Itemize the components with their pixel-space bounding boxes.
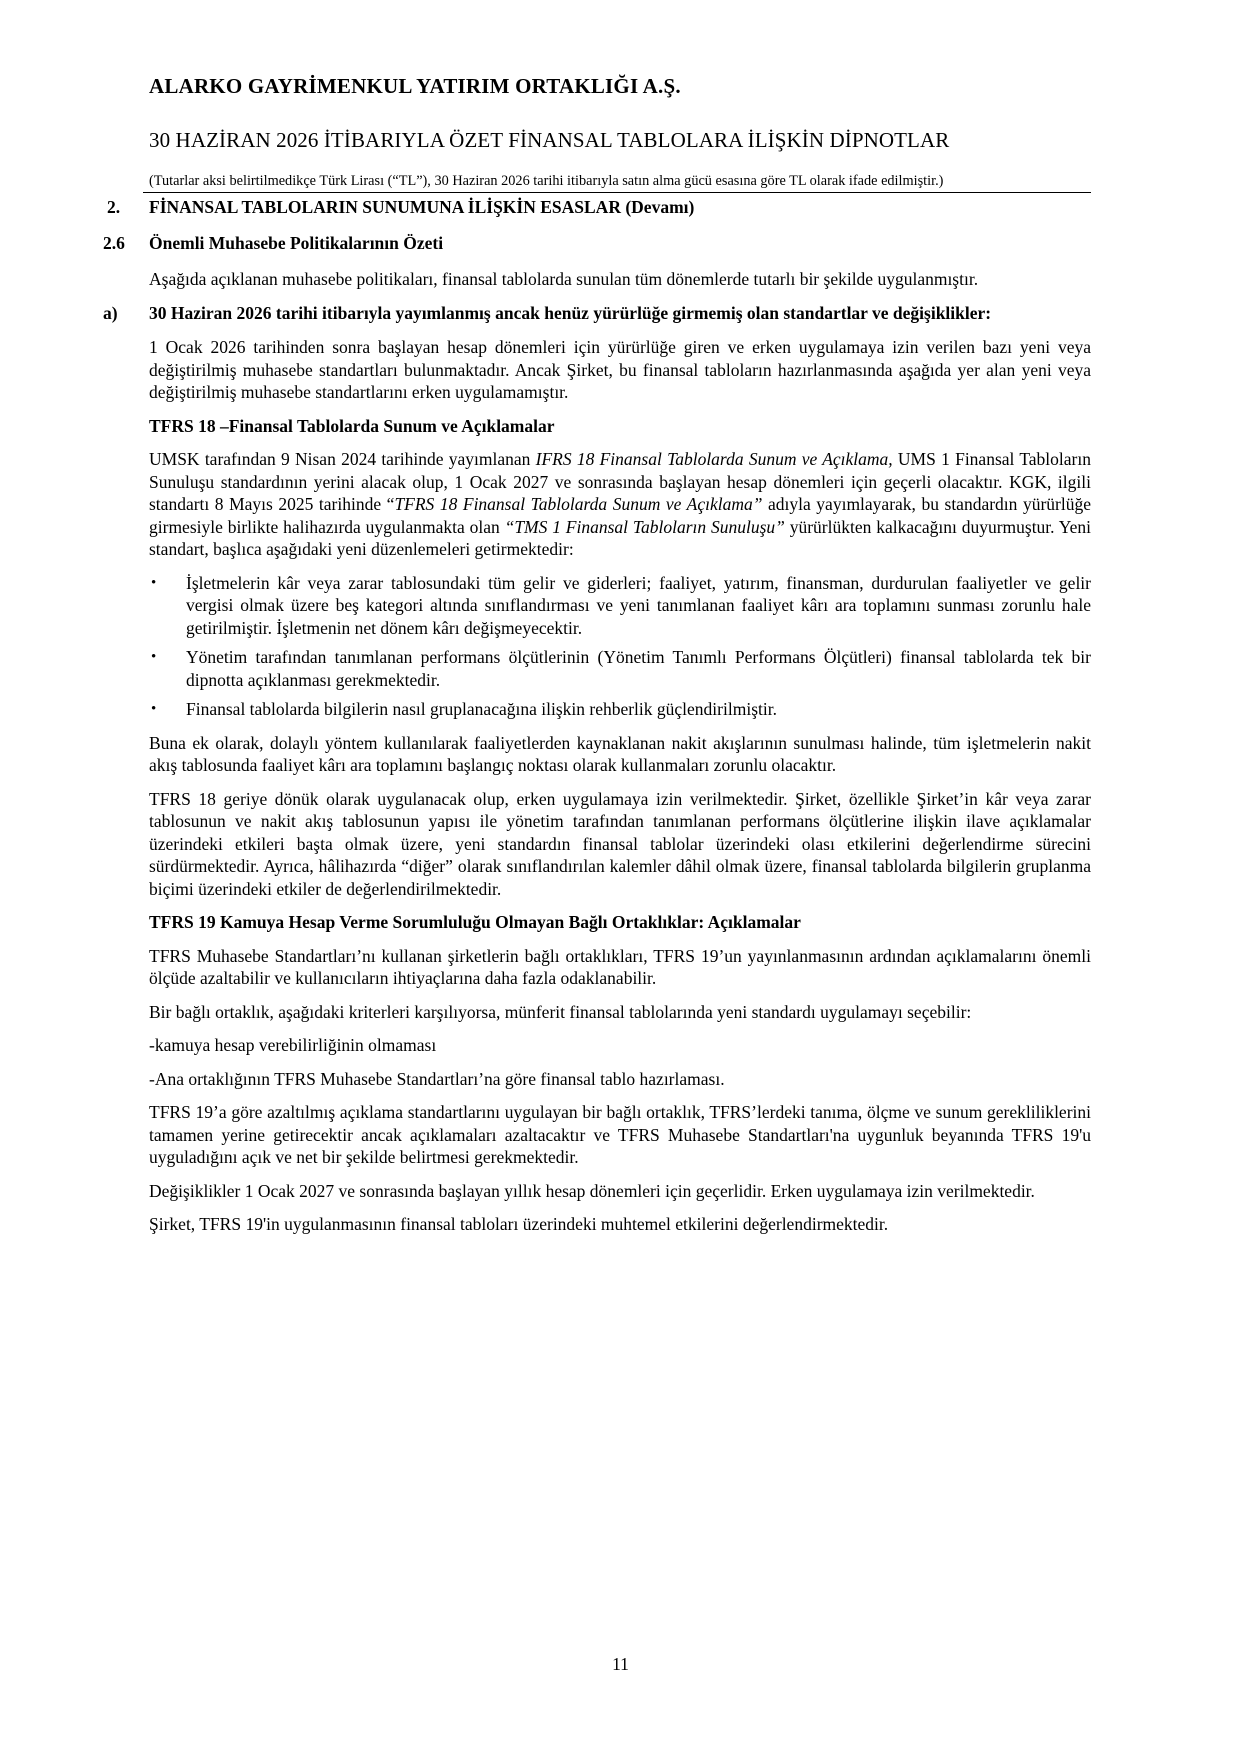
list-item-text: Finansal tablolarda bilgilerin nasıl gruplanacağına ilişkin rehberlik güçlendirilmiştir. bbox=[186, 699, 777, 719]
section-title: FİNANSAL TABLOLARIN SUNUMUNA İLİŞKİN ESASLAR (Devamı) bbox=[149, 197, 695, 217]
subsection-title: Önemli Muhasebe Politikalarının Özeti bbox=[149, 233, 444, 253]
tfrs19-criterion-2: -Ana ortaklığının TFRS Muhasebe Standartları’na göre finansal tablo hazırlaması. bbox=[149, 1068, 725, 1089]
bullet-icon: • bbox=[151, 701, 157, 717]
tfrs18-paragraph-1 bbox=[149, 448, 1091, 561]
tfrs19-paragraph-5: Şirket, TFRS 19'in uygulanmasının finansal tabloları üzerindeki muhtemel etkilerini değerlendirmektedir. bbox=[149, 1214, 889, 1234]
tfrs18-paragraph-2: Buna ek olarak, dolaylı yöntem kullanılarak faaliyetlerden kaynaklanan nakit akışlarının sunulması halinde, tüm işletmelerin nakit akış tablosunda faaliyet kârı ara toplamını başlangıç noktası olarak kullanmaları zorunlu olacaktır. bbox=[149, 732, 1091, 775]
list-item bbox=[149, 572, 1091, 640]
item-a-heading bbox=[103, 302, 1091, 325]
tfrs18-heading: TFRS 18 –Finansal Tablolarda Sunum ve Açıklamalar bbox=[149, 415, 555, 436]
tfrs19-paragraph-1: TFRS Muhasebe Standartları’nı kullanan şirketlerin bağlı ortaklıkları, TFRS 19’un yayınlanmasının ardından açıklamalarını önemli ölçüde azaltabilir ve kullanıcıların ihtiyaçlarına daha fazla odaklanabilir. bbox=[149, 945, 1091, 988]
tfrs18-bullet-list bbox=[149, 572, 1091, 721]
tfrs18-p1-text-g: yürürlükten kalkacağını duyurmuştur. Yeni standart, başlıca aşağıdaki yeni düzenlemeleri getirmektedir: bbox=[149, 516, 1091, 559]
item-a-label: a) bbox=[103, 302, 118, 323]
company-name: ALARKO GAYRİMENKUL YATIRIM ORTAKLIĞI A.Ş. bbox=[149, 74, 681, 98]
intro-paragraph: Aşağıda açıklanan muhasebe politikaları, finansal tablolarda sunulan tüm dönemlerde tutarlı bir şekilde uygulanmıştır. bbox=[149, 269, 979, 289]
bullet-icon: • bbox=[151, 574, 157, 591]
tfrs18-p1-italic-tfrs18: TFRS 18 Finansal Tablolarda Sunum ve Açıklama” bbox=[394, 494, 763, 514]
header-divider bbox=[143, 192, 1091, 193]
subsection-number: 2.6 bbox=[103, 233, 125, 253]
tfrs18-p1-text-e: adıyla yayımlayarak, bu standardın yürürlüğe girmesiyle birlikte halihazırda uygulanmakta olan bbox=[149, 494, 1091, 537]
tfrs19-criterion-1: -kamuya hesap verebilirliğinin olmaması bbox=[149, 1035, 437, 1055]
tfrs19-paragraph-3: TFRS 19’a göre azaltılmış açıklama standartlarını uygulayan bir bağlı ortaklık, TFRS’lerdeki tanıma, ölçme ve sunum gerekliliklerini tamamen yerine getirecektir ancak açıklamaları azaltacaktır ve TFRS Muhasebe Standartları'na uygunluk beyanında TFRS 19'u uyguladığını açık ve net bir şekilde belirtmesi gerekmektedir. bbox=[149, 1102, 1091, 1167]
report-title: 30 HAZİRAN 2026 İTİBARIYLA ÖZET FİNANSAL TABLOLARA İLİŞKİN DİPNOTLAR bbox=[149, 128, 950, 152]
currency-note: (Tutarlar aksi belirtilmedikçe Türk Lirası (“TL”), 30 Haziran 2026 tarihi itibarıyla satın alma gücü esasına göre TL olarak ifade edilmiştir.) bbox=[149, 173, 944, 189]
list-item-text: Yönetim tarafından tanımlanan performans ölçütlerinin (Yönetim Tanımlı Performans Ölçütleri) finansal tablolarda tek bir dipnotta açıklanması gerekmektedir. bbox=[186, 647, 1091, 690]
list-item bbox=[149, 698, 1091, 721]
tfrs18-p1-italic-ifrs18: IFRS 18 Finansal Tablolarda Sunum ve Açıklama, bbox=[535, 449, 893, 469]
page-number: 11 bbox=[612, 1654, 629, 1674]
tfrs19-paragraph-2: Bir bağlı ortaklık, aşağıdaki kriterleri karşılıyorsa, münferit finansal tablolarında yeni standardı uygulamayı seçebilir: bbox=[149, 1001, 972, 1022]
list-item bbox=[149, 646, 1091, 691]
new-standards-paragraph: 1 Ocak 2026 tarihinden sonra başlayan hesap dönemleri için yürürlüğe giren ve erken uygulamaya izin verilen bazı yeni veya değiştirilmiş muhasebe standartları bulunmaktadır. Ancak Şirket, bu finansal tabloların hazırlanmasında aşağıda yer alan yeni veya değiştirilmiş muhasebe standartlarını erken uygulamamıştır. bbox=[149, 337, 1091, 402]
list-item-text: İşletmelerin kâr veya zarar tablosundaki tüm gelir ve giderleri; faaliyet, yatırım, finansman, durdurulan faaliyetler ve gelir vergisi olmak üzere beş kategori altında sınıflandırması ve yeni tanımlanan faaliyet kârı ara toplamını sunması zorunlu hale getirilmiştir. İşletmenin net dönem kârı değişmeyecektir. bbox=[186, 572, 1091, 638]
tfrs19-paragraph-4: Değişiklikler 1 Ocak 2027 ve sonrasında başlayan yıllık hesap dönemleri için geçerlidir. Erken uygulamaya izin verilmektedir. bbox=[149, 1180, 1035, 1201]
item-a-title: 30 Haziran 2026 tarihi itibarıyla yayımlanmış ancak henüz yürürlüğe girmemiş olan standartlar ve değişiklikler: bbox=[149, 302, 992, 323]
tfrs18-p1-italic-tms1: “TMS 1 Finansal Tabloların Sunuluşu” bbox=[504, 516, 785, 537]
tfrs18-p1-text-a: UMSK tarafından 9 Nisan 2024 tarihinde yayımlanan bbox=[149, 449, 536, 469]
tfrs19-heading: TFRS 19 Kamuya Hesap Verme Sorumluluğu Olmayan Bağlı Ortaklıklar: Açıklamalar bbox=[149, 912, 801, 932]
body-content bbox=[103, 268, 1091, 1247]
section-number: 2. bbox=[107, 197, 121, 217]
tfrs18-paragraph-3: TFRS 18 geriye dönük olarak uygulanacak olup, erken uygulamaya izin verilmektedir. Şirket, özellikle Şirket’in kâr veya zarar tablosunun ve nakit akış tablosunun yapısı ile yönetim tarafından tanımlanan performans ölçütlerine ilişkin ilave açıklamalar üzerindeki etkileri başta olmak üzere, yeni standardın finansal tablolar üzerindeki olası etkilerini değerlendirme sürecini sürdürmektedir. Ayrıca, hâlihazırda “diğer” olarak sınıflandırılan kalemler dâhil olmak üzere, finansal tablolarda bilgilerin gruplanma biçimi üzerindeki etkiler de değerlendirilmektedir. bbox=[149, 788, 1091, 899]
bullet-icon: • bbox=[151, 649, 157, 665]
tfrs18-p1-text-c: UMS 1 Finansal Tabloların Sunuluşu standardının yerini alacak olup, 1 Ocak 2027 ve sonrasında başlayan hesap dönemleri için geçerli olacaktır. KGK, ilgili standartı 8 Mayıs 2025 tarihinde “ bbox=[149, 449, 1091, 514]
